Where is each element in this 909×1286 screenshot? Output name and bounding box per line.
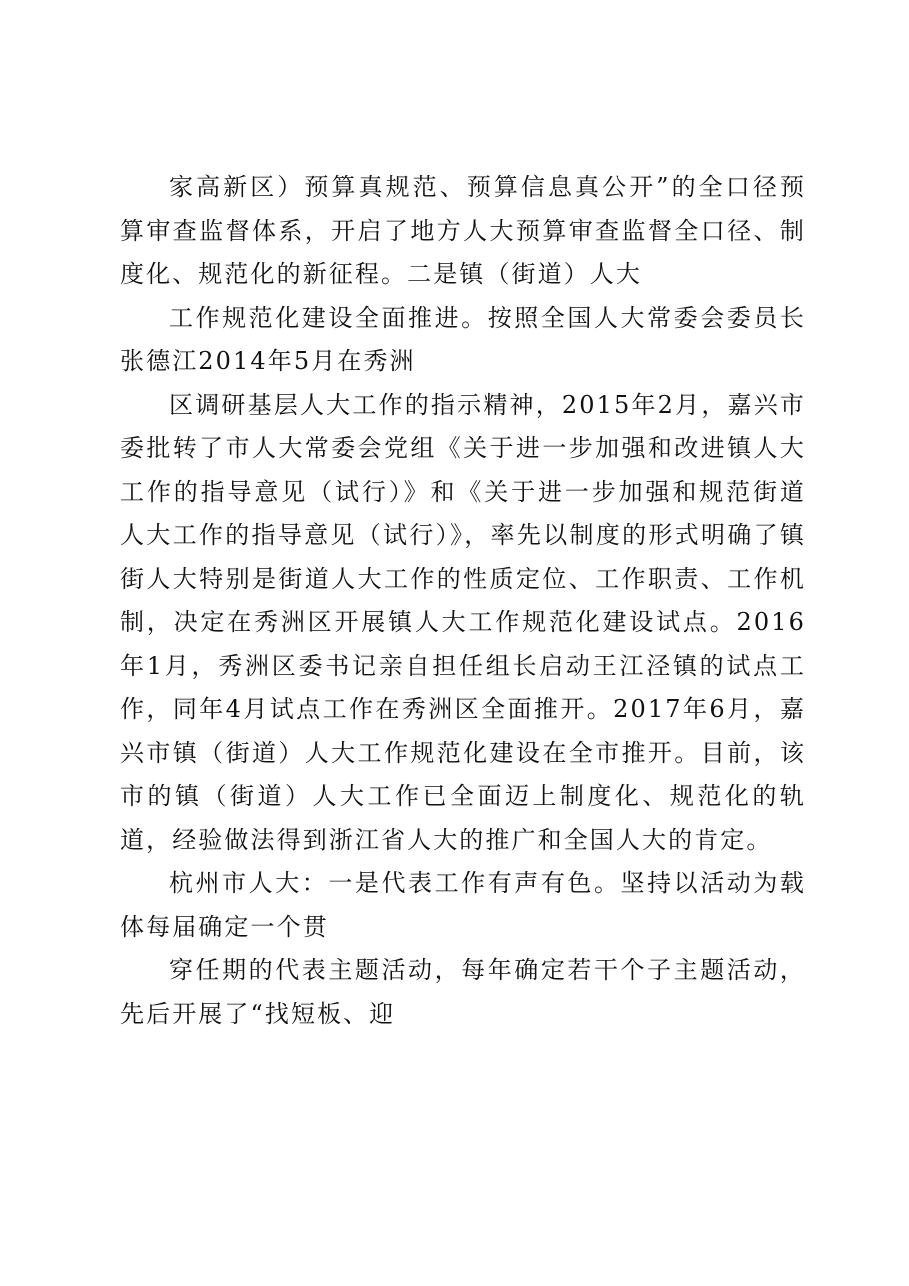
paragraph: 家高新区）预算真规范、预算信息真公开”的全口径预算审查监督体系，开启了地方人大预算审查监督全口径、制度化、规范化的新征程。二是镇（街道）人大 <box>120 173 806 288</box>
paragraph: 区调研基层人大工作的指示精神，2015年2月，嘉兴市委批转了市人大常委会党组《关于进一步加强和改进镇人大工作的指导意见（试行）》和《关于进一步加强和规范街道人大工作的指导意见（试行）》，率先以制度的形式明确了镇街人大特别是街道人大工作的性质定位、工作职责、工作机制，决定在秀洲区开展镇人大工作规范化建设试点。2016年1月，秀洲区委书记亲自担任组长启动王江泾镇的试点工作，同年4月试点工作在秀洲区全面推开。2017年6月，嘉兴市镇（街道）人大工作规范化建设在全市推开。目前，该市的镇（街道）人大工作已全面迈上制度化、规范化的轨道，经验做法得到浙江省人大的推广和全国人大的肯定。 <box>120 390 806 854</box>
paragraph: 工作规范化建设全面推进。按照全国人大常委会委员长张德江2014年5月在秀洲 <box>120 303 806 375</box>
paragraph: 穿任期的代表主题活动，每年确定若干个子主题活动，先后开展了“找短板、迎 <box>120 956 806 1028</box>
paragraph: 杭州市人大：一是代表工作有声有色。坚持以活动为载体每届确定一个贯 <box>120 869 806 941</box>
document-body <box>120 166 806 1036</box>
